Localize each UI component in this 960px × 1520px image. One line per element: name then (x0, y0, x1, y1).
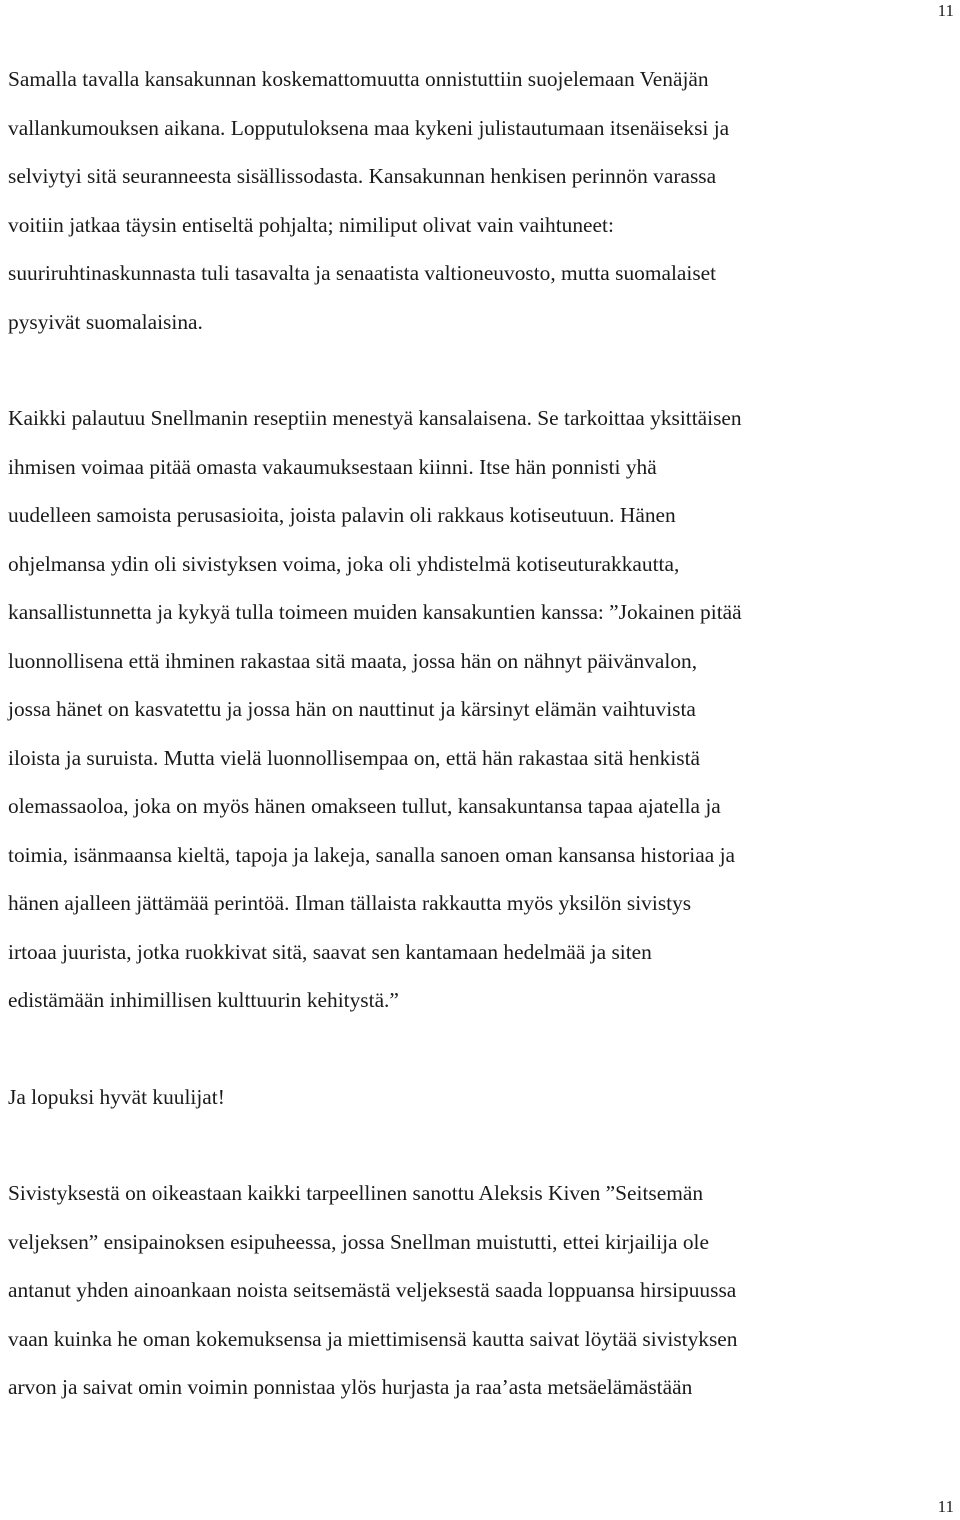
paragraph-2 (8, 394, 956, 1025)
text-line: voitiin jatkaa täysin entiseltä pohjalta; nimiliput olivat vain vaihtuneet: (8, 212, 614, 237)
text-line: ihmisen voimaa pitää omasta vakaumuksestaan kiinni. Itse hän ponnisti yhä (8, 454, 657, 479)
page-number-bottom: 11 (937, 1497, 954, 1516)
text-line: luonnollisena että ihminen rakastaa sitä maata, jossa hän on nähnyt päivänvalon, (8, 648, 698, 673)
paragraph-3 (8, 1073, 956, 1122)
text-line: olemassaoloa, joka on myös hänen omakseen tullut, kansakuntansa tapaa ajatella ja (8, 794, 721, 818)
text-line: uudelleen samoista perusasioita, joista palavin oli rakkaus kotiseutuun. Hänen (8, 503, 676, 527)
paragraph-1 (8, 55, 956, 346)
text-line: antanut yhden ainoankaan noista seitsemästä veljeksestä saada loppuansa hirsipuussa (8, 1278, 737, 1302)
page-number-top: 11 (937, 1, 954, 20)
text-line: suuriruhtinaskunnasta tuli tasavalta ja senaatista valtioneuvosto, mutta suomalaiset (8, 261, 717, 285)
text-line: hänen ajalleen jättämää perintöä. Ilman tällaista rakkautta myös yksilön sivistys (8, 891, 692, 915)
text-line: iloista ja suruista. Mutta vielä luonnollisempaa on, että hän rakastaa sitä henkistä (8, 745, 701, 770)
text-line: edistämään inhimillisen kulttuurin kehitystä.” (8, 988, 399, 1012)
text-line: toimia, isänmaansa kieltä, tapoja ja lakeja, sanalla sanoen oman kansansa historiaa ja (8, 842, 736, 867)
text-line: selviytyi sitä seuranneesta sisällissodasta. Kansakunnan henkisen perinnön varassa (8, 164, 717, 188)
text-line: vallankumouksen aikana. Lopputuloksena maa kykeni julistautumaan itsenäiseksi ja (8, 115, 730, 140)
text-line: veljeksen” ensipainoksen esipuheessa, jossa Snellman muistutti, ettei kirjailija ole (8, 1229, 709, 1254)
text-line: kansallistunnetta ja kykyä tulla toimeen muiden kansakuntien kanssa: ”Jokainen pitää (8, 600, 742, 624)
text-line: Sivistyksestä on oikeastaan kaikki tarpeellinen sanottu Aleksis Kiven ”Seitsemän (8, 1181, 704, 1205)
text-line: pysyivät suomalaisina. (8, 309, 203, 334)
text-line: vaan kuinka he oman kokemuksensa ja miettimisensä kautta saivat löytää sivistyksen (8, 1326, 738, 1351)
text-line: ohjelmansa ydin oli sivistyksen voima, joka oli yhdistelmä kotiseuturakkautta, (8, 551, 680, 576)
text-line: arvon ja saivat omin voimin ponnistaa ylös hurjasta ja raa’asta metsäelämästään (8, 1375, 693, 1399)
text-line: jossa hänet on kasvatettu ja jossa hän on nauttinut ja kärsinyt elämän vaihtuvista (8, 697, 696, 721)
text-line: Ja lopuksi hyvät kuulijat! (8, 1084, 225, 1109)
text-line: Kaikki palautuu Snellmanin reseptiin menestyä kansalaisena. Se tarkoittaa yksittäisen (8, 406, 742, 430)
text-line: irtoaa juurista, jotka ruokkivat sitä, saavat sen kantamaan hedelmää ja siten (8, 939, 652, 964)
paragraph-4 (8, 1169, 956, 1412)
text-line: Samalla tavalla kansakunnan koskemattomuutta onnistuttiin suojelemaan Venäjän (8, 67, 709, 91)
document-body (8, 55, 956, 1412)
